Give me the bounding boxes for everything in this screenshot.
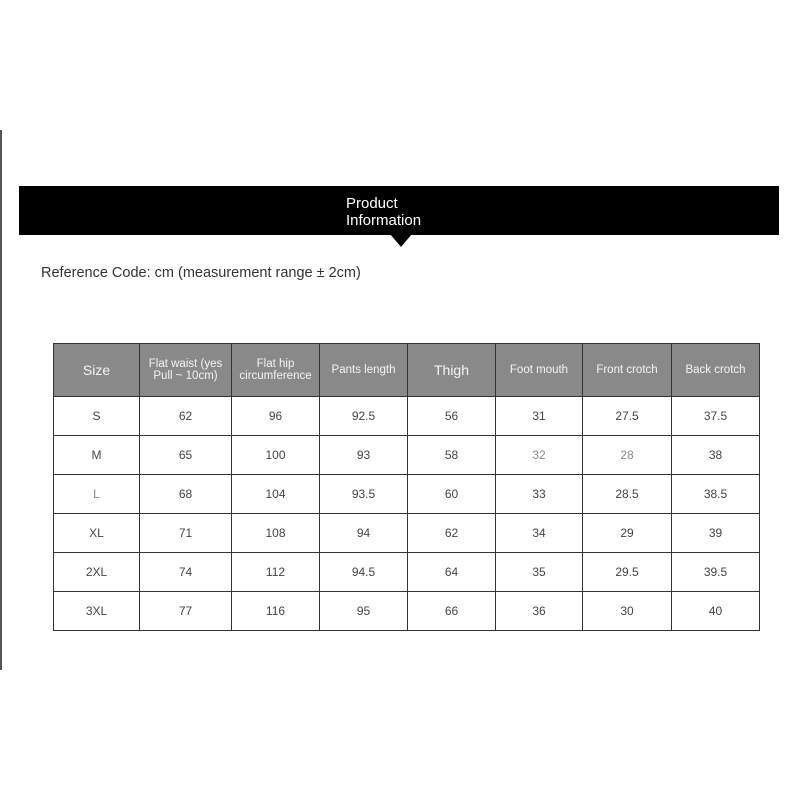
header-back-crotch: Back crotch [672, 344, 760, 397]
table-row [54, 553, 760, 592]
cell-front-crotch: 29.5 [583, 553, 672, 592]
table-row [54, 592, 760, 631]
cell-flat-hip: 116 [232, 592, 320, 631]
header-flat-waist: Flat waist (yes Pull ~ 10cm) [140, 344, 232, 397]
cell-size: L [54, 475, 140, 514]
cell-flat-waist: 68 [140, 475, 232, 514]
cell-thigh: 64 [408, 553, 496, 592]
header-thigh: Thigh [408, 344, 496, 397]
table-row [54, 397, 760, 436]
table-row [54, 514, 760, 553]
cell-pants-length: 93 [320, 436, 408, 475]
banner-pointer [390, 234, 412, 247]
header-pants-length: Pants length [320, 344, 408, 397]
cell-foot-mouth: 35 [496, 553, 583, 592]
table-row [54, 436, 760, 475]
header-flat-hip: Flat hip circumference [232, 344, 320, 397]
cell-flat-hip: 112 [232, 553, 320, 592]
size-chart-table [53, 343, 760, 631]
cell-flat-hip: 100 [232, 436, 320, 475]
cell-back-crotch: 37.5 [672, 397, 760, 436]
cell-pants-length: 93.5 [320, 475, 408, 514]
cell-foot-mouth: 32 [496, 436, 583, 475]
cell-flat-waist: 77 [140, 592, 232, 631]
cell-flat-hip: 104 [232, 475, 320, 514]
cell-thigh: 58 [408, 436, 496, 475]
cell-back-crotch: 40 [672, 592, 760, 631]
cell-front-crotch: 27.5 [583, 397, 672, 436]
cell-foot-mouth: 36 [496, 592, 583, 631]
cell-front-crotch: 29 [583, 514, 672, 553]
header-foot-mouth: Foot mouth [496, 344, 583, 397]
cell-thigh: 56 [408, 397, 496, 436]
header-size: Size [54, 344, 140, 397]
table-header-row [54, 344, 760, 397]
cell-back-crotch: 38 [672, 436, 760, 475]
cell-size: 2XL [54, 553, 140, 592]
cell-back-crotch: 39.5 [672, 553, 760, 592]
cell-pants-length: 94.5 [320, 553, 408, 592]
cell-size: M [54, 436, 140, 475]
cell-size: S [54, 397, 140, 436]
cell-flat-waist: 62 [140, 397, 232, 436]
cell-foot-mouth: 34 [496, 514, 583, 553]
cell-size: XL [54, 514, 140, 553]
header-front-crotch: Front crotch [583, 344, 672, 397]
cell-thigh: 66 [408, 592, 496, 631]
cell-flat-waist: 71 [140, 514, 232, 553]
reference-note: Reference Code: cm (measurement range ± 2cm) [41, 265, 361, 281]
cell-front-crotch: 28.5 [583, 475, 672, 514]
cell-size: 3XL [54, 592, 140, 631]
cell-foot-mouth: 31 [496, 397, 583, 436]
cell-thigh: 60 [408, 475, 496, 514]
cell-pants-length: 92.5 [320, 397, 408, 436]
left-divider [0, 130, 2, 670]
cell-thigh: 62 [408, 514, 496, 553]
cell-front-crotch: 28 [583, 436, 672, 475]
banner-title: Product Information [346, 195, 422, 229]
cell-back-crotch: 39 [672, 514, 760, 553]
cell-flat-waist: 65 [140, 436, 232, 475]
cell-back-crotch: 38.5 [672, 475, 760, 514]
cell-flat-hip: 96 [232, 397, 320, 436]
table-row [54, 475, 760, 514]
cell-pants-length: 95 [320, 592, 408, 631]
cell-flat-waist: 74 [140, 553, 232, 592]
cell-flat-hip: 108 [232, 514, 320, 553]
cell-front-crotch: 30 [583, 592, 672, 631]
cell-foot-mouth: 33 [496, 475, 583, 514]
cell-pants-length: 94 [320, 514, 408, 553]
